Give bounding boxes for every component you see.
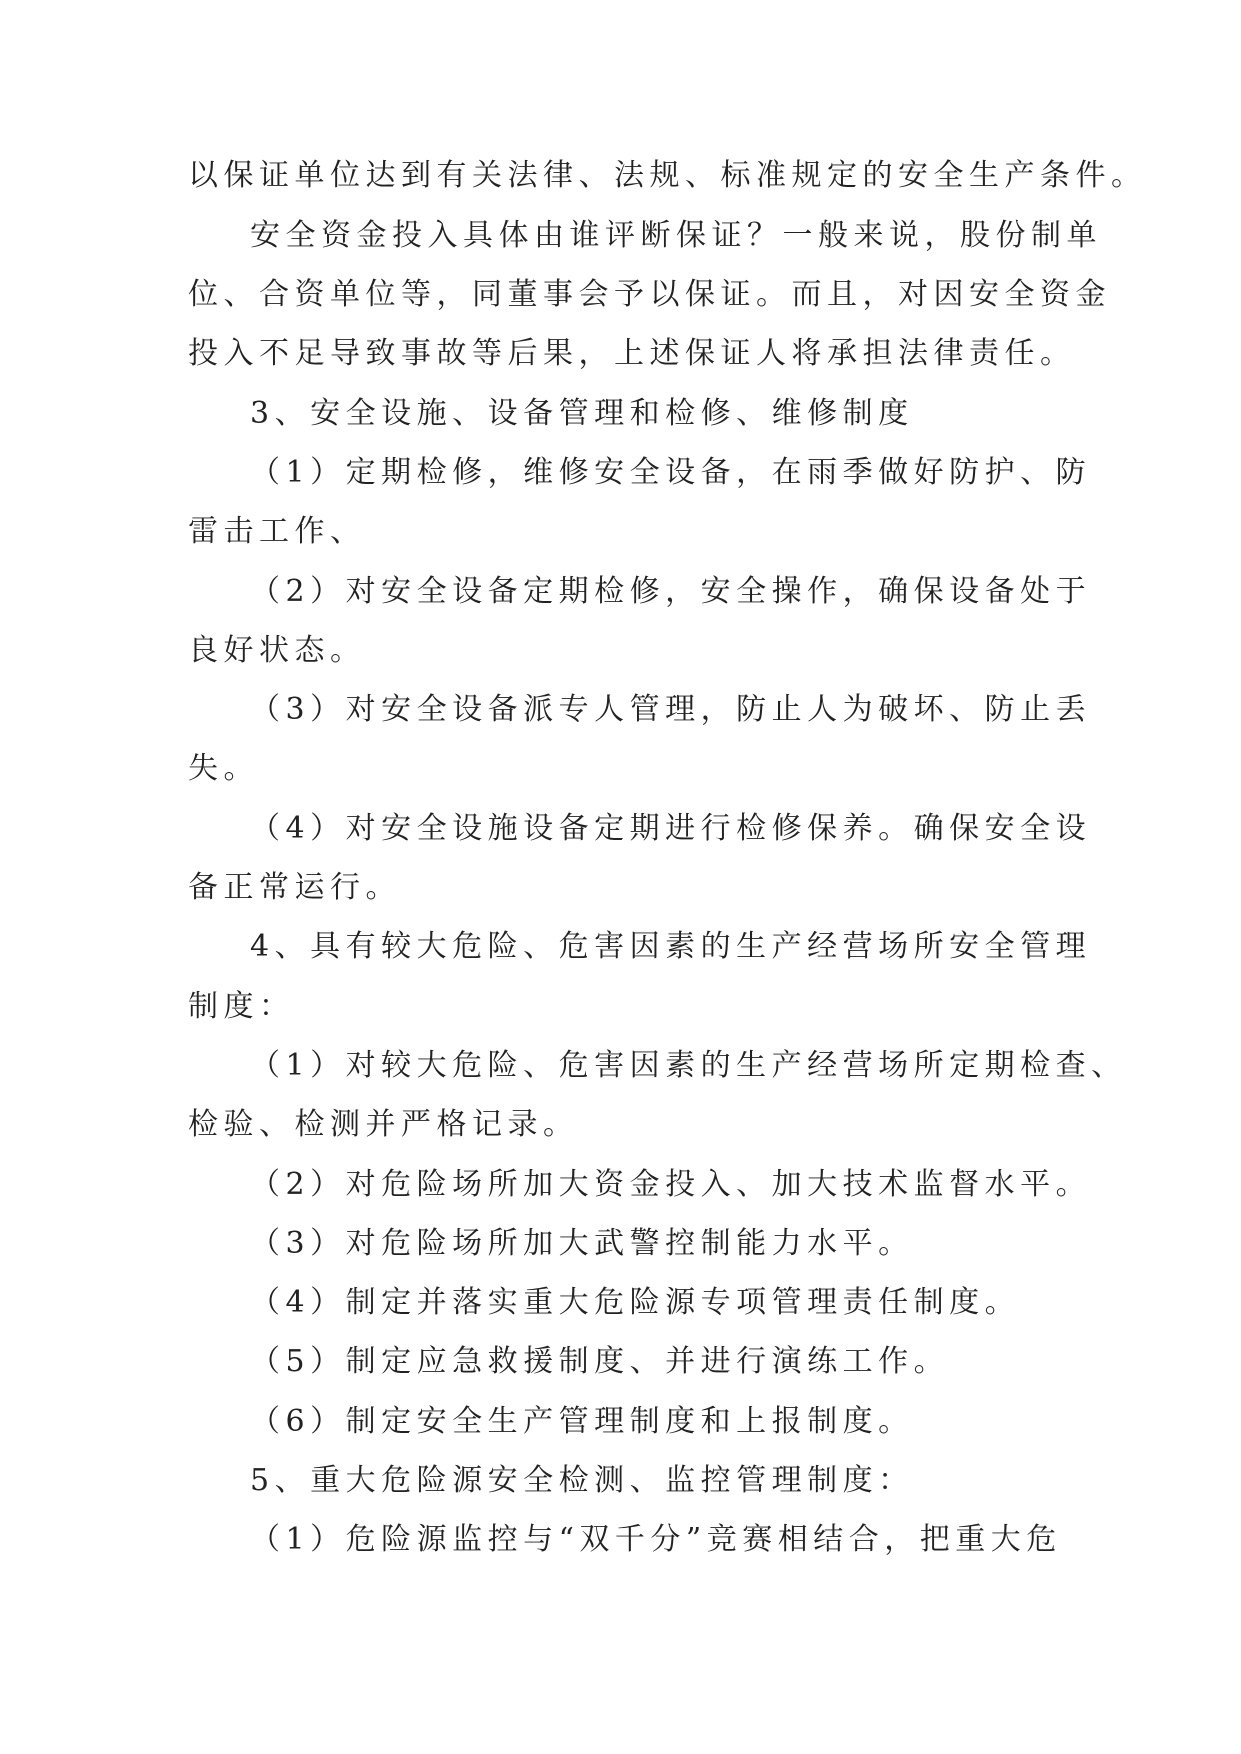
text-line: 安全资金投入具体由谁评断保证？一般来说，股份制单	[250, 218, 1102, 253]
text-line: 4、具有较大危险、危害因素的生产经营场所安全管理	[250, 929, 1092, 964]
text-line: 检验、检测并严格记录。	[188, 1107, 579, 1142]
text-line: 制度：	[188, 989, 295, 1024]
text-line: （6）制定安全生产管理制度和上报制度。	[250, 1404, 914, 1439]
text-line: （3）对安全设备派专人管理，防止人为破坏、防止丢	[250, 692, 1092, 727]
text-line: （4）对安全设施设备定期进行检修保养。确保安全设	[250, 811, 1092, 846]
text-line: 3、安全设施、设备管理和检修、维修制度	[250, 396, 914, 431]
text-line: 位、合资单位等，同董事会予以保证。而且，对因安全资金	[188, 277, 1111, 312]
text-line: 良好状态。	[188, 633, 366, 668]
text-line: （5）制定应急救援制度、并进行演练工作。	[250, 1344, 950, 1379]
text-line: （1）定期检修，维修安全设备，在雨季做好防护、防	[250, 455, 1092, 490]
text-line: （3）对危险场所加大武警控制能力水平。	[250, 1226, 914, 1261]
text-line: 失。	[188, 751, 259, 786]
text-line: （2）对安全设备定期检修，安全操作，确保设备处于	[250, 574, 1092, 609]
text-line: 备正常运行。	[188, 870, 401, 905]
text-line: （2）对危险场所加大资金投入、加大技术监督水平。	[250, 1167, 1092, 1202]
text-line: （1）危险源监控与“双千分”竞赛相结合，把重大危	[250, 1522, 1062, 1557]
text-line: 以保证单位达到有关法律、法规、标准规定的安全生产条件。	[188, 158, 1147, 193]
text-line: （1）对较大危险、危害因素的生产经营场所定期检查、	[250, 1048, 1127, 1083]
text-line: 5、重大危险源安全检测、监控管理制度：	[250, 1463, 914, 1498]
text-line: （4）制定并落实重大危险源专项管理责任制度。	[250, 1285, 1021, 1320]
text-line: 投入不足导致事故等后果，上述保证人将承担法律责任。	[188, 336, 1076, 371]
text-line: 雷击工作、	[188, 514, 366, 549]
